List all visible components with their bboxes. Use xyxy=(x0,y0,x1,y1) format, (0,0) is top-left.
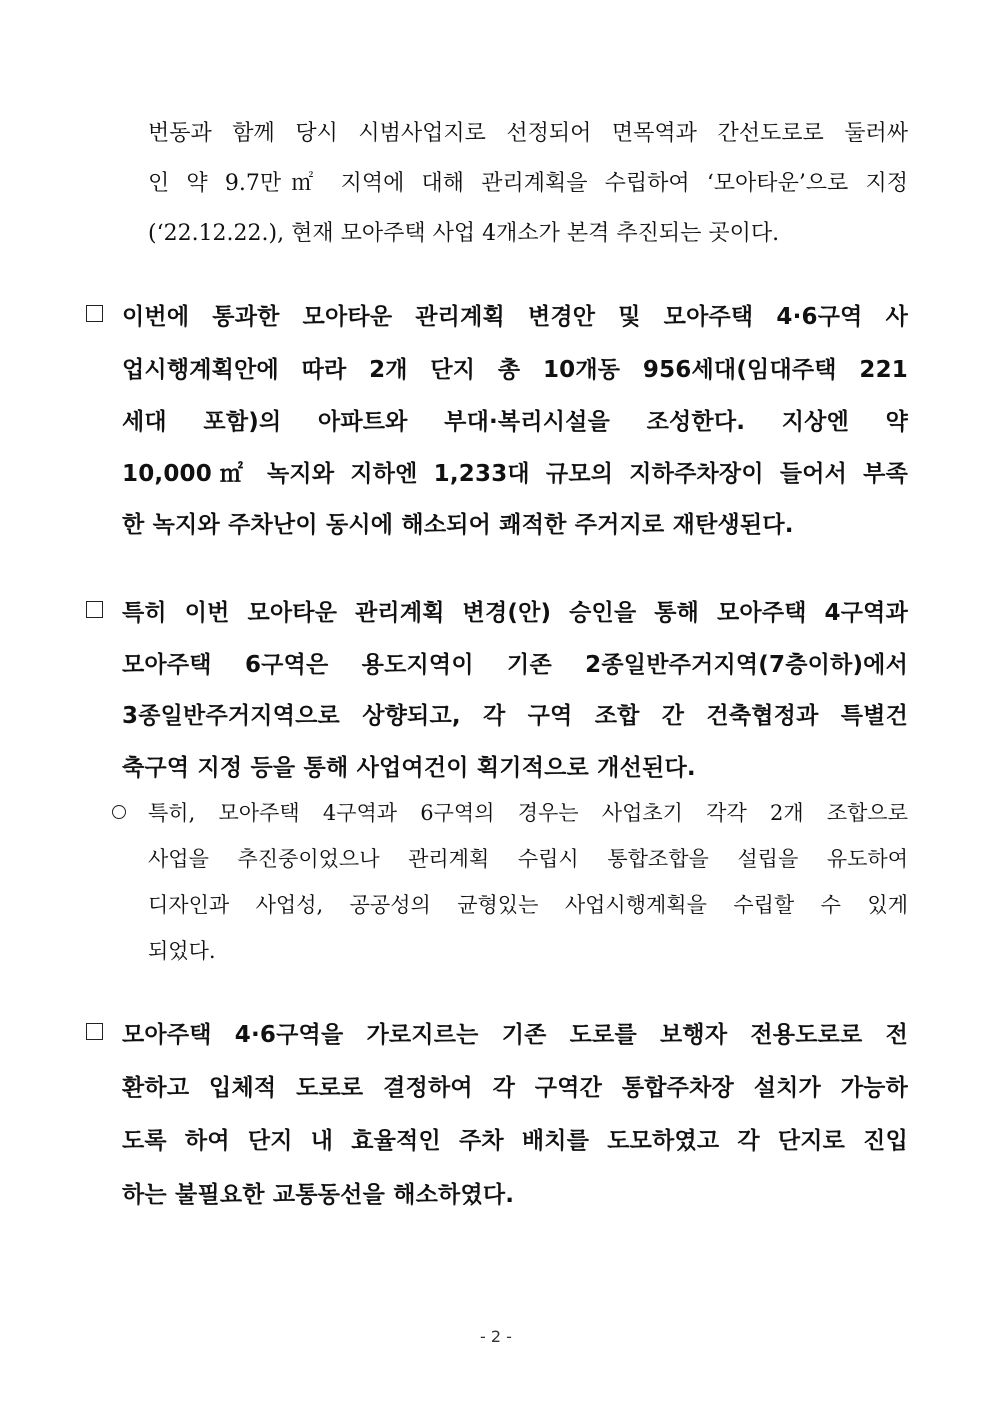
checkbox-bullet-icon xyxy=(86,1023,103,1040)
intro-line: 인 약 9.7만㎡ 지역에 대해 관리계획을 수립하여 ‘모아타운’으로 지정 xyxy=(148,171,908,196)
section-line: 모아주택 6구역은 용도지역이 기존 2종일반주거지역(7층이하)에서 xyxy=(122,652,908,678)
sub-line: 사업을 추진중이었으나 관리계획 수립시 통합조합을 설립을 유도하여 xyxy=(148,847,908,871)
section-line: 환하고 입체적 도로로 결정하여 각 구역간 통합주차장 설치가 가능하 xyxy=(122,1075,908,1101)
section-line: 이번에 통과한 모아타운 관리계획 변경안 및 모아주택 4·6구역 사 xyxy=(122,304,908,330)
section-line: 하는 불필요한 교통동선을 해소하였다. xyxy=(122,1182,515,1208)
checkbox-bullet-icon xyxy=(86,601,103,618)
sub-line: 디자인과 사업성, 공공성의 균형있는 사업시행계획을 수립할 수 있게 xyxy=(148,893,908,917)
checkbox-bullet-icon xyxy=(86,305,103,322)
section-line: 10,000㎡ 녹지와 지하엔 1,233대 규모의 지하주차장이 들어서 부족 xyxy=(122,461,908,487)
section-line: 업시행계획안에 따라 2개 단지 총 10개동 956세대(임대주택 221 xyxy=(122,357,908,383)
section-line: 특히 이번 모아타운 관리계획 변경(안) 승인을 통해 모아주택 4구역과 xyxy=(122,600,908,626)
section-line: 3종일반주거지역으로 상향되고, 각 구역 조합 간 건축협정과 특별건 xyxy=(122,703,908,729)
section-line: 모아주택 4·6구역을 가로지르는 기존 도로를 보행자 전용도로로 전 xyxy=(122,1022,908,1048)
intro-line: 번동과 함께 당시 시범사업지로 선정되어 면목역과 간선도로로 둘러싸 xyxy=(148,121,908,146)
section-line: 축구역 지정 등을 통해 사업여건이 획기적으로 개선된다. xyxy=(122,755,696,781)
section-line: 한 녹지와 주차난이 동시에 해소되어 쾌적한 주거지로 재탄생된다. xyxy=(122,512,794,538)
intro-line: (‘22.12.22.), 현재 모아주택 사업 4개소가 본격 추진되는 곳이다. xyxy=(148,221,780,246)
sub-line: 되었다. xyxy=(148,939,216,963)
circle-bullet-icon xyxy=(112,805,126,819)
section-line: 세대 포함)의 아파트와 부대·복리시설을 조성한다. 지상엔 약 xyxy=(122,409,908,435)
page-number: - 2 - xyxy=(480,1327,512,1346)
section-line: 도록 하여 단지 내 효율적인 주차 배치를 도모하였고 각 단지로 진입 xyxy=(122,1128,908,1154)
sub-line: 특히, 모아주택 4구역과 6구역의 경우는 사업초기 각각 2개 조합으로 xyxy=(148,801,908,825)
